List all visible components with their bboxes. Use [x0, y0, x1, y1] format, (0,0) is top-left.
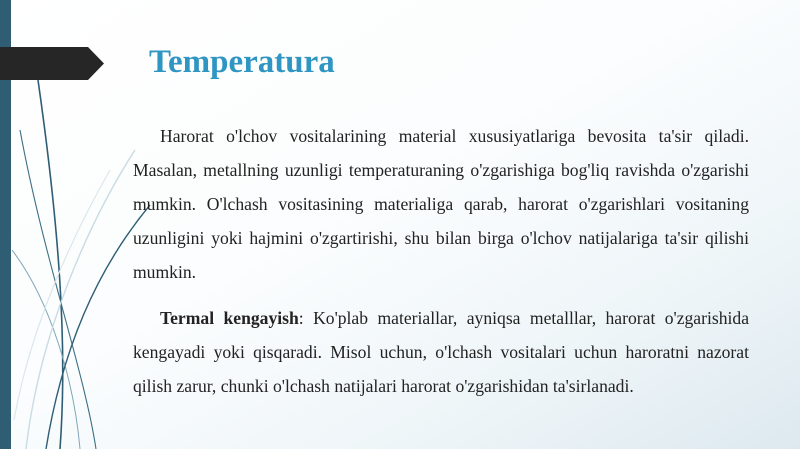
paragraph-termal-kengayish: [133, 301, 749, 403]
term-description: : Ko'plab materiallar, ayniqsa metalllar, harorat o'zgarishida kengayadi yoki qisqaradi. Misol uchun, o'lchash vositalari uchun haroratni nazorat qilish zarur, chunki o'lchash natijalari harorat o'zgarishidan ta'sirlanadi.: [133, 308, 750, 396]
paragraph-harorat: Harorat o'lchov vositalarining material xususiyatlariga bevosita ta'sir qiladi. Masalan, metallning uzunligi temperaturaning o'zgarishiga bog'liq ravishda o'zgarishi mumkin. O'lchash vositasining materialiga qarab, harorat o'zgarishlari vositaning uzunligini yoki hajmini o'zgartirishi, shu bilan birga o'lchov natijalariga ta'sir qilishi mumkin.: [133, 126, 749, 282]
slide-body: [133, 119, 749, 403]
slide-title: Temperatura: [149, 44, 335, 80]
term-heading: Termal kengayish: [160, 308, 299, 328]
title-tab-shape: [0, 47, 104, 80]
